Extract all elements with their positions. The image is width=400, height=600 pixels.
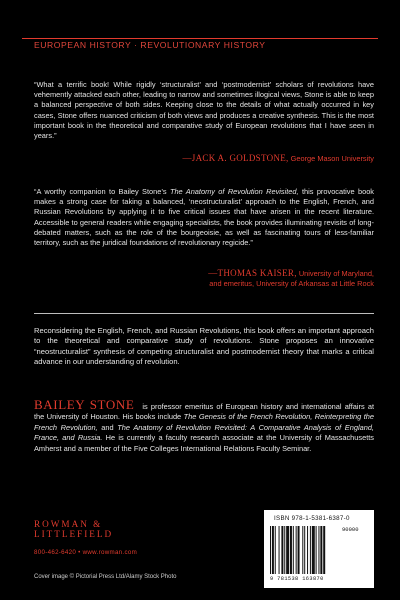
isbn-label: ISBN 978-1-5381-6387-0: [274, 515, 350, 522]
barcode-addon: 90000: [342, 526, 359, 533]
endorser-name-1: —JACK A. GOLDSTONE,: [182, 153, 289, 163]
endorsement-quote-2: [34, 187, 374, 248]
publisher-logo: [34, 519, 113, 539]
endorsement-attribution-1: [183, 153, 375, 164]
endorser-affiliation-2b: and emeritus, University of Arkansas at Little Rock: [209, 279, 374, 289]
publisher-contact: 800-462-6420 • www.rowman.com: [34, 549, 138, 556]
cover-credit: Cover image © Pictorial Press Ltd/Alamy Stock Photo: [34, 574, 177, 580]
bio-text-2: and: [97, 422, 118, 432]
barcode-bars: [270, 526, 336, 576]
quote-2-lead: “A worthy companion to Bailey Stone’s: [34, 187, 170, 196]
barcode-digits: 9 781538 163870: [270, 576, 324, 582]
bio-book-2: The Anatomy of Revolution Revisited: A Comparative Analysis of England, France, and Russia.: [34, 422, 374, 443]
endorser-affiliation-1: George Mason University: [290, 154, 374, 163]
section-divider: [34, 313, 374, 314]
publisher-line-2: LITTLEFIELD: [34, 529, 114, 539]
endorser-name-2: —THOMAS KAISER,: [208, 268, 297, 278]
bio-book-1: The Genesis of the French Revolution, Reinterpreting the French Revolution,: [34, 412, 374, 432]
author-bio: [34, 397, 375, 454]
bio-text-3: He is currently a faculty research associate at the University of Massachusetts Amherst and a member of the Five Colleges International Relations Faculty Seminar.: [34, 433, 374, 453]
endorsement-quote-1: “What a terrific book! While rigidly ‘structuralist’ and ‘postmodernist’ scholars of revolutions have vehemently attacked each other, leading to narrow and sometimes illogical views, Stone is able to keep a balanced perspective of both sides. Keeping close to the details of what actually occurred in key cases, Stone offers nuanced criticism of both views and produces a creative synthesis. This is the most important book in the theoretical and comparative study of European revolutions that I have seen in years.”: [34, 80, 374, 141]
bio-text-1: is professor emeritus of European history and international affairs at the University of Houston. His books include: [34, 402, 375, 422]
quote-2-body: this provocative book makes a strong case for taking a balanced, ‘neostructuralist’ approach to the English, French, and Russian Revolutions by applying it to five critical issues that have arisen in the recent literature. Accessible to general readers while engaging specialists, the book provides illuminating revisits of long-debated matters, such as the role of the bourgeoisie, as well as fascinating tours of less-familiar territory, such as the juridical foundations of revolutionary regicide.”: [34, 187, 375, 248]
book-description: Reconsidering the English, French, and Russian Revolutions, this book offers an important approach to the theoretical and comparative study of revolutions. Stone proposes an innovative “neostructuralist” synthesis of competing structuralist and postmodernist theory that marks a critical advance in our understanding of revolution.: [34, 326, 374, 367]
publisher-line-1: ROWMAN &: [34, 519, 103, 529]
header-rule: [22, 38, 378, 39]
category-label: EUROPEAN HISTORY · REVOLUTIONARY HISTORY: [34, 40, 266, 50]
endorsement-attribution-2: [208, 268, 374, 289]
barcode-panel: [264, 510, 374, 588]
quote-2-book-title: The Anatomy of Revolution Revisited,: [169, 187, 299, 196]
endorser-affiliation-2: University of Maryland,: [298, 269, 374, 278]
author-name: BAILEY STONE: [34, 397, 135, 412]
